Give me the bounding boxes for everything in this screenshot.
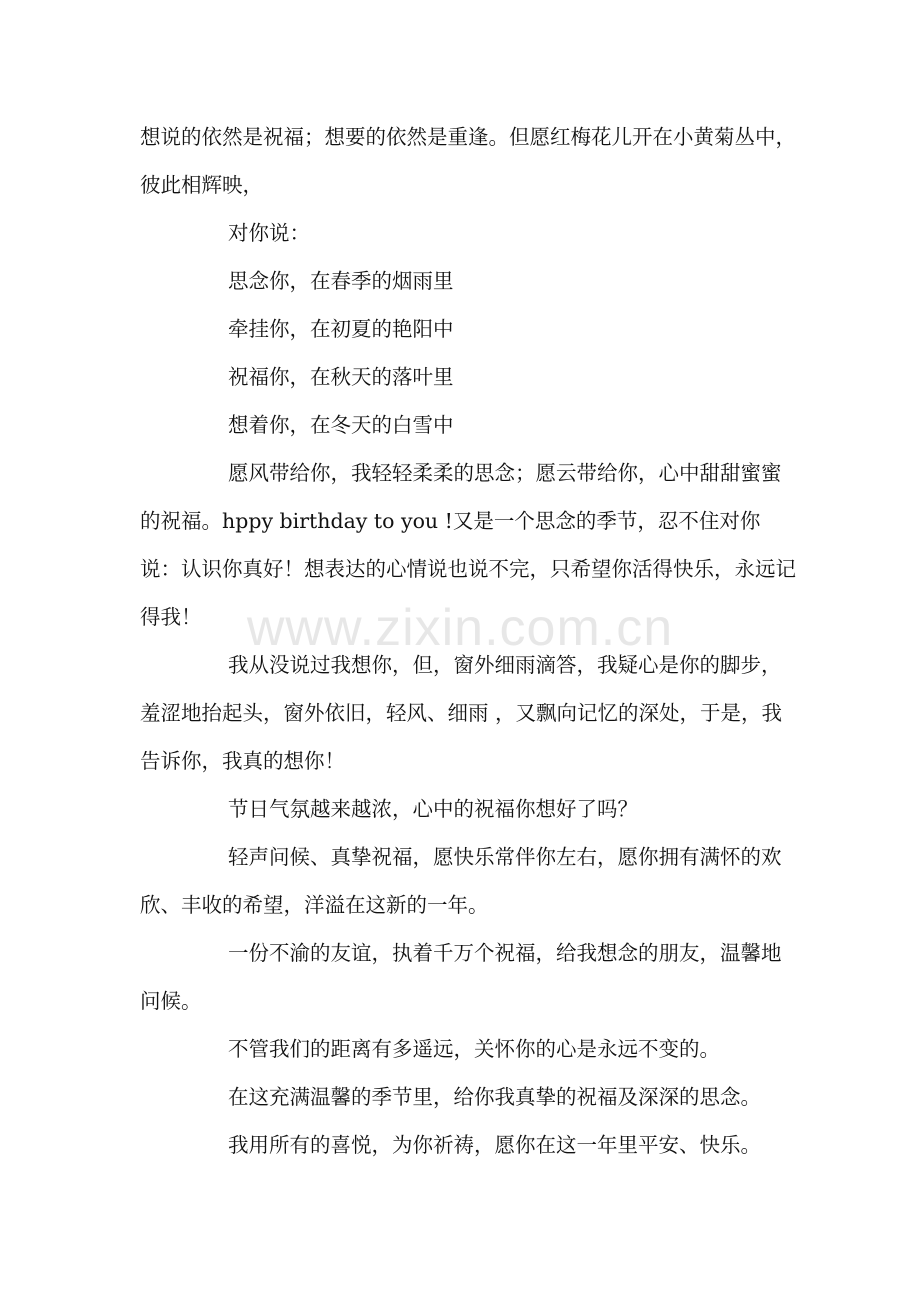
paragraph-12: 不管我们的距离有多遥远，关怀你的心是永远不变的。 [228,1037,720,1061]
paragraph-2: 对你说： [228,221,310,245]
paragraph-6: 想着你，在冬天的白雪中 [228,413,454,437]
paragraph-4: 牵挂你，在初夏的艳阳中 [228,317,454,341]
paragraph-13: 在这充满温馨的季节里，给你我真挚的祝福及深深的思念。 [228,1085,761,1109]
document-body [140,113,800,1169]
paragraph-9: 节日气氛越来越浓，心中的祝福你想好了吗？ [228,797,638,821]
paragraph-1: 想说的依然是祝福；想要的依然是重逢。但愿红梅花儿开在小黄菊丛中，彼此相辉映， [140,125,796,197]
paragraph-7: 愿风带给你，我轻轻柔柔的思念；愿云带给你，心中甜甜蜜蜜的祝福。hppy birthday to you !又是一个思念的季节，忍不住对你说：认识你真好！想表达的心情说也说不完，只希望你活得快乐，永远记得我！ [140,461,796,629]
paragraph-3: 思念你，在春季的烟雨里 [228,269,454,293]
paragraph-11: 一份不渝的友谊，执着千万个祝福，给我想念的朋友，温馨地问候。 [140,941,782,1013]
paragraph-10: 轻声问候、真挚祝福，愿快乐常伴你左右，愿你拥有满怀的欢欣、丰收的希望，洋溢在这新的一年。 [140,845,782,917]
paragraph-14: 我用所有的喜悦，为你祈祷，愿你在这一年里平安、快乐。 [228,1133,761,1157]
watermark: www.zixin.com.cn [246,599,674,657]
paragraph-5: 祝福你，在秋天的落叶里 [228,365,454,389]
paragraph-8: 我从没说过我想你，但，窗外细雨滴答，我疑心是你的脚步，羞涩地抬起头，窗外依旧，轻风、细雨 ，又飘向记忆的深处，于是，我告诉你，我真的想你！ [140,653,783,773]
